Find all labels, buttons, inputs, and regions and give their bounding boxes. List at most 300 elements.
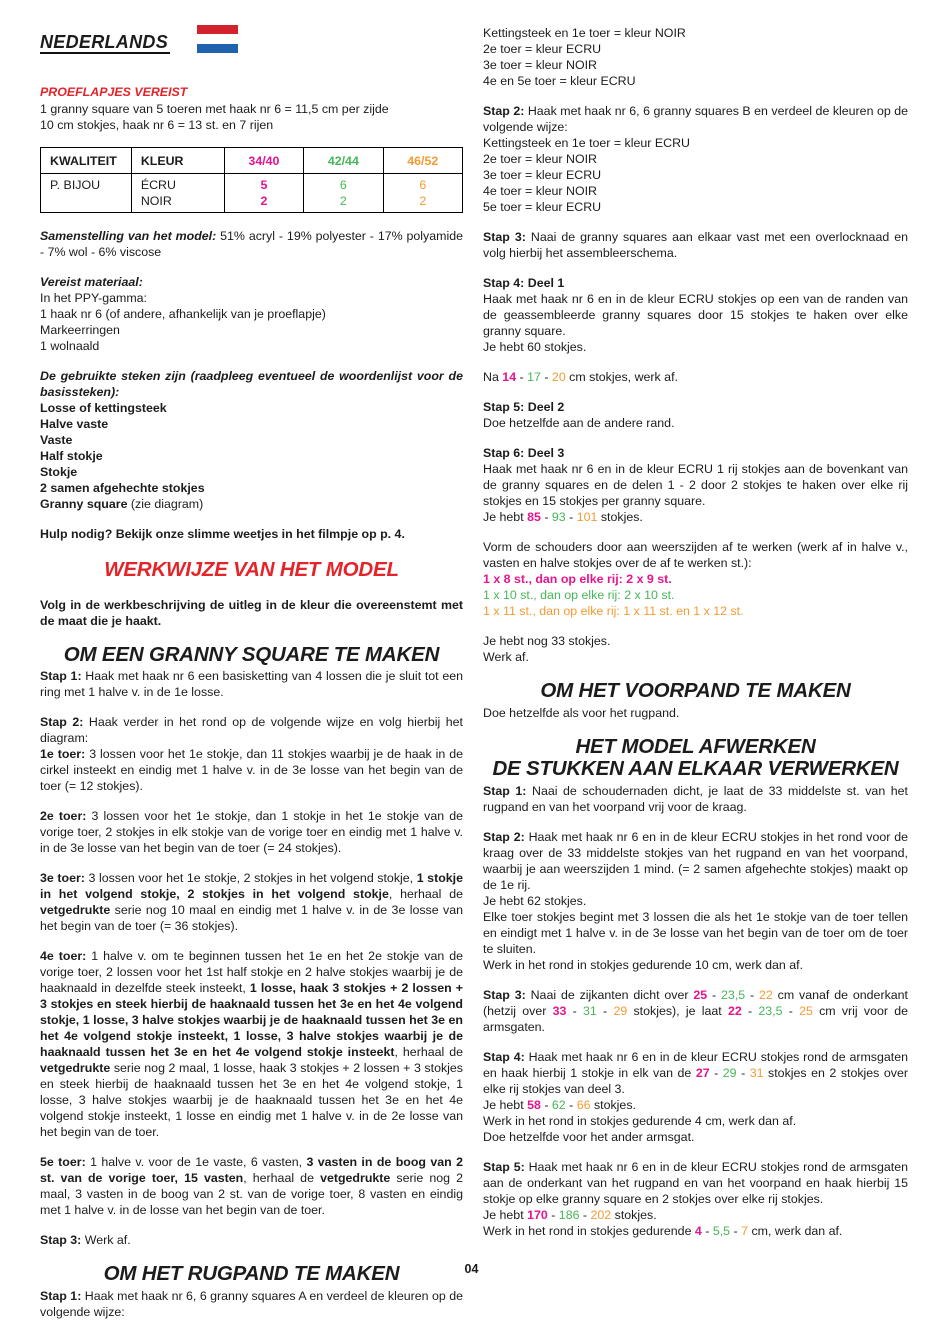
text-segment: WERKWIJZE VAN HET MODEL	[104, 558, 399, 581]
text-line	[40, 714, 463, 746]
text-line	[483, 987, 908, 1035]
text-line	[40, 228, 463, 260]
text-segment: 1 stokje in het volgend stokje, 2 stokjes in het volgend stokje	[40, 871, 463, 901]
text-segment: -	[596, 1003, 614, 1018]
text-segment: ÉCRU	[140, 178, 176, 192]
text-line	[483, 1223, 908, 1239]
text-segment: 1e toer:	[40, 747, 86, 761]
text-segment: -	[540, 370, 552, 384]
finish-step-2	[483, 829, 908, 973]
text-segment: KLEUR	[140, 153, 184, 168]
text-segment: 2 samen afgehechte stokjes	[40, 481, 205, 495]
squares-a-colors	[483, 25, 908, 89]
text-segment: 2e toer = kleur NOIR	[483, 152, 597, 166]
text-line	[483, 151, 908, 167]
finish-step-3	[483, 987, 908, 1035]
text-segment: Je hebt 62 stokjes.	[483, 893, 587, 908]
text-line	[40, 448, 463, 464]
text-segment: Markeerringen	[40, 323, 120, 337]
text-line	[483, 41, 908, 57]
shoulder-shaping	[483, 539, 908, 619]
remaining-stitches	[483, 633, 908, 665]
size-colored-text: 31	[749, 1065, 764, 1080]
text-line	[483, 633, 908, 649]
rugpand-step-6	[483, 445, 908, 525]
size-colored-text: 4	[694, 1223, 702, 1238]
text-line	[483, 291, 908, 339]
size-colored-text: 58	[527, 1097, 541, 1112]
text-line	[40, 480, 463, 496]
yarn-table-header	[41, 148, 132, 174]
size-colored-text: 42/44	[327, 153, 359, 168]
text-line	[141, 193, 215, 209]
text-segment: Stap 4: Deel 1	[483, 276, 565, 290]
text-line	[483, 167, 908, 183]
size-colored-text: 85	[527, 510, 541, 524]
text-segment: 4e toer:	[40, 949, 87, 963]
text-line	[483, 1113, 908, 1129]
text-segment: 1 granny square van 5 toeren met haak nr 6 = 11,5 cm per zijde	[40, 102, 389, 116]
size-colored-text: 1 x 10 st., dan op elke rij: 2 x 10 st.	[483, 588, 675, 602]
text-segment: Kettingsteek en 1e toer = kleur NOIR	[483, 26, 686, 40]
yarn-table-header	[304, 148, 383, 174]
size-colored-text: 22	[727, 1003, 742, 1018]
text-segment: Stap 1:	[40, 669, 82, 683]
text-segment: Haak met haak nr 6 en in de kleur ECRU stokjes rond de armsgaten aan de onderkant van het rugpand en van het voorpand en haak hierbij 15 stokje op elke granny square en 2 stokjes over elke rij stokjes.	[483, 1159, 908, 1206]
size-colored-text: 66	[576, 1097, 591, 1112]
text-segment: cm stokjes, werk af.	[565, 370, 678, 384]
text-line	[40, 290, 463, 306]
text-segment: serie nog 10 maal en eindig met 1 halve v. in de 3e losse van het begin van de toer (= 36 stokjes).	[40, 903, 463, 933]
text-segment: Je hebt 60 stokjes.	[483, 340, 587, 354]
text-segment: HET MODEL AFWERKEN	[575, 734, 816, 758]
text-segment: Je hebt	[483, 1207, 528, 1222]
text-segment: -	[736, 1065, 750, 1080]
size-colored-text: 6	[339, 178, 347, 192]
text-segment: Doe hetzelfde voor het ander armsgat.	[483, 1129, 695, 1144]
stitches-list	[40, 368, 463, 512]
text-line	[483, 183, 908, 199]
text-line	[483, 399, 908, 415]
text-line	[313, 193, 373, 209]
flag-red-stripe	[197, 25, 238, 34]
text-line	[483, 909, 908, 957]
text-segment: stokjes.	[597, 510, 643, 524]
size-colored-text: 101	[576, 510, 598, 524]
text-line	[483, 893, 908, 909]
text-line	[40, 1288, 463, 1320]
flag-blue-stripe	[197, 44, 238, 53]
text-segment: Stap 3:	[483, 987, 526, 1002]
text-line	[40, 432, 463, 448]
text-segment: Vaste	[40, 433, 73, 447]
text-line	[40, 496, 463, 512]
text-line	[483, 445, 908, 461]
text-line	[483, 758, 908, 781]
text-segment: Werk af.	[483, 650, 529, 664]
text-line	[483, 587, 908, 603]
text-segment: vetgedrukte	[320, 1171, 391, 1185]
finish-step-5	[483, 1159, 908, 1239]
text-segment: cm vrij voor de armsgaten.	[483, 1003, 909, 1034]
text-line	[483, 57, 908, 73]
text-line	[483, 649, 908, 665]
text-segment: stokjes en 2 stokjes over elke rij stokjes van deel 3.	[483, 1065, 908, 1096]
section-heading-granny-square	[40, 644, 463, 667]
text-line	[483, 1207, 908, 1223]
text-line	[483, 571, 908, 587]
text-segment: 3 lossen voor het 1e stokje, 2 stokjes in het volgend stokje,	[84, 871, 417, 885]
yarn-table-cell	[383, 174, 462, 213]
text-segment: 1 wolnaald	[40, 339, 100, 353]
text-segment: Naai de schoudernaden dicht, je laat de 33 middelste st. van het rugpand en van het voorpand vrij voor de kraag.	[483, 783, 908, 814]
text-line	[483, 25, 908, 41]
text-segment: NOIR	[140, 194, 172, 208]
text-line	[483, 1159, 908, 1207]
text-segment: Halve vaste	[40, 417, 109, 431]
text-line	[40, 306, 463, 322]
size-color-note	[40, 597, 463, 629]
size-colored-text: 14	[502, 370, 517, 384]
text-line	[40, 464, 463, 480]
rugpand-step-3	[483, 229, 908, 261]
rugpand-step-4	[483, 275, 908, 355]
text-line	[50, 177, 122, 193]
text-line	[313, 177, 373, 193]
size-colored-text: 22	[759, 987, 773, 1002]
text-line	[40, 101, 463, 117]
text-segment: Stokje	[40, 465, 78, 479]
text-segment: Stap 1:	[483, 783, 527, 798]
text-segment: serie nog 2 maal, 1 losse, haak 3 stokjes + 2 lossen + 3 stokjes en steek hierbij de haaknaald tussen het 3e en het 4e volgend stokje, 1 losse, 3 halve stokjes waarbij je de haaknaald tussen het 3e en het 4e volgend stokje insteekt, 1 losse en eindig met 1 halve v. in de 2e losse van het begin van de toer.	[40, 1061, 463, 1139]
rugpand-step-2	[483, 103, 908, 215]
size-colored-text: 5,5	[712, 1223, 731, 1238]
text-segment: 3 vasten in de boog van 2 st. van de vorige toer, 15 vasten	[40, 1155, 463, 1185]
text-segment: 2e toer:	[40, 809, 87, 823]
text-segment: Haak met haak nr 6, 6 granny squares B en verdeel de kleuren op de volgende wijze:	[483, 104, 908, 134]
finish-step-1	[483, 783, 908, 815]
text-segment: 4e toer = kleur NOIR	[483, 184, 597, 198]
text-segment: 10 cm stokjes, haak nr 6 = 13 st. en 7 rijen	[40, 118, 274, 132]
text-segment: Stap 2:	[483, 104, 525, 118]
text-segment: stokjes.	[590, 1097, 636, 1112]
size-colored-text: 2	[419, 194, 427, 208]
text-segment: P. BIJOU	[50, 178, 101, 192]
text-segment: Haak met haak nr 6 en in de kleur ECRU stokjes op een van de randen van de geassembleerde granny squares door 15 stokjes te haken over elke granny square.	[483, 292, 908, 338]
text-segment: -	[701, 1223, 713, 1238]
text-segment: cm, werk dan af.	[748, 1223, 843, 1238]
text-line	[40, 338, 463, 354]
text-line	[234, 177, 294, 193]
text-segment: OM HET RUGPAND TE MAKEN	[103, 1262, 400, 1285]
section-heading-voorpand	[483, 680, 908, 703]
text-segment: -	[782, 1003, 800, 1018]
text-line	[483, 705, 908, 721]
text-segment: Haak met haak nr 6 een basisketting van 4 lossen die je sluit tot een ring met 1 halve v. in de 1e losse.	[40, 669, 463, 699]
text-segment: -	[516, 370, 528, 384]
text-segment: Vorm de schouders door aan weerszijden af te werken (werk af in halve v., vasten en halve stokjes over de af te werken st.):	[483, 540, 908, 570]
text-line	[483, 539, 908, 571]
masthead	[40, 25, 463, 69]
text-line	[40, 870, 463, 934]
text-segment: Doe hetzelfde aan de andere rand.	[483, 416, 675, 430]
size-colored-text: 46/52	[407, 153, 439, 168]
text-segment: Kettingsteek en 1e toer = kleur ECRU	[483, 136, 690, 150]
text-segment: , herhaal de	[243, 1171, 321, 1185]
right-column	[483, 25, 908, 1253]
text-line	[40, 400, 463, 416]
composition	[40, 228, 463, 260]
size-colored-text: 29	[722, 1065, 737, 1080]
granny-round-3	[40, 870, 463, 934]
text-segment: serie nog 2 maal, 3 vasten in de boog van 2 st. van de vorige toer, 8 vasten en eindig met 1 halve v. in de losse van het begin van de toer.	[40, 1171, 464, 1217]
text-line	[483, 135, 908, 151]
text-segment: Haak met haak nr 6 en in de kleur ECRU 1 rij stokjes aan de bovenkant van de granny squares en de delen 1 - 2 door 2 stokjes te haken over elke rij stokjes en 15 stokjes per granny square.	[483, 462, 908, 508]
text-segment: Stap 2:	[483, 829, 525, 844]
text-line	[40, 1232, 463, 1248]
size-colored-text: 5	[260, 178, 268, 192]
text-segment: Stap 3:	[40, 1233, 82, 1247]
text-segment: Stap 5:	[483, 1159, 525, 1174]
size-colored-text: 1 x 8 st., dan op elke rij: 2 x 9 st.	[483, 572, 672, 586]
left-column	[40, 25, 463, 1334]
text-line	[483, 680, 908, 703]
text-line	[483, 603, 908, 619]
text-segment: Je hebt nog 33 stokjes.	[483, 634, 611, 648]
size-colored-text: 27	[695, 1065, 710, 1080]
text-line	[40, 368, 463, 400]
size-colored-text: 6	[419, 178, 427, 192]
text-segment: DE STUKKEN AAN ELKAAR VERWERKEN	[492, 757, 899, 780]
text-line	[483, 1097, 908, 1113]
text-line	[483, 783, 908, 815]
text-line	[483, 1129, 908, 1145]
text-segment: OM EEN GRANNY SQUARE TE MAKEN	[63, 642, 440, 666]
text-segment: -	[741, 1003, 759, 1018]
text-line	[483, 736, 908, 759]
text-line	[483, 369, 908, 385]
text-line	[483, 275, 908, 291]
text-segment: Hulp nodig? Bekijk onze slimme weetjes in het filmpje op p. 4.	[40, 527, 405, 541]
text-line	[393, 177, 453, 193]
granny-step-3	[40, 1232, 463, 1248]
text-segment: 51% acryl - 19% polyester - 17% polyamide - 7% wol - 6% viscose	[40, 229, 463, 259]
text-line	[483, 199, 908, 215]
text-segment: Granny square	[40, 497, 128, 511]
finish-step-4	[483, 1049, 908, 1145]
text-segment: 5e toer = kleur ECRU	[483, 200, 602, 214]
text-segment: Losse of kettingsteek	[40, 401, 167, 415]
text-segment: -	[566, 1003, 584, 1018]
language-title: NEDERLANDS	[40, 32, 169, 52]
text-segment: Naai de granny squares aan elkaar vast met een overlocknaad en volg hierbij het assembleerschema.	[483, 230, 909, 260]
text-segment: -	[730, 1223, 742, 1238]
text-segment: stokjes.	[611, 1207, 657, 1222]
text-segment: stokjes), je laat	[627, 1003, 728, 1018]
text-segment: Stap 5: Deel 2	[483, 400, 565, 414]
text-segment: Haak verder in het rond op de volgende wijze en volg hierbij het diagram:	[40, 715, 463, 745]
text-segment: PROEFLAPJES VEREIST	[40, 85, 188, 99]
text-line	[40, 668, 463, 700]
text-segment: Je hebt	[483, 510, 528, 524]
text-line	[483, 509, 908, 525]
text-segment: vetgedrukte	[40, 1061, 111, 1075]
text-segment: In het PPY-gamma:	[40, 291, 147, 305]
text-line	[393, 193, 453, 209]
text-segment: OM HET VOORPAND TE MAKEN	[540, 679, 851, 702]
text-segment: Haak met haak nr 6 en in de kleur ECRU stokjes in het rond voor de kraag over de 33 middelste stokjes van het rugpand en van het voorpand, waarbij je aan weerszijden 1 mind. (= 2 samen afgehechte stokjes) maakt op de 1e rij.	[483, 829, 909, 892]
materials	[40, 274, 463, 354]
size-colored-text: 20	[551, 370, 566, 384]
text-segment: 3e toer = kleur NOIR	[483, 58, 597, 72]
text-segment: Stap 3:	[483, 230, 526, 244]
text-segment: Haak met haak nr 6 en in de kleur ECRU stokjes rond de armsgaten en haak hierbij 1 stokje in elk van de	[483, 1049, 908, 1080]
size-colored-text: 31	[583, 1003, 597, 1018]
size-colored-text: 23,5	[758, 1003, 783, 1018]
size-colored-text: 1 x 11 st., dan op elke rij: 1 x 11 st. en 1 x 12 st.	[483, 604, 744, 618]
yarn-table-header	[224, 148, 303, 174]
text-segment: -	[707, 987, 722, 1002]
size-colored-text: 62	[551, 1097, 566, 1112]
netherlands-flag-icon	[197, 25, 238, 53]
yarn-table-cell	[41, 174, 132, 213]
text-line	[483, 103, 908, 135]
text-line	[483, 461, 908, 509]
text-line	[40, 644, 463, 667]
granny-step-1	[40, 668, 463, 700]
text-segment: 1 haak nr 6 (of andere, afhankelijk van je proeflapje)	[40, 307, 326, 321]
text-line	[483, 415, 908, 431]
text-segment: Naai de zijkanten dicht over	[525, 987, 694, 1002]
text-line	[40, 322, 463, 338]
granny-round-2	[40, 808, 463, 856]
text-segment: vetgedrukte	[40, 903, 111, 917]
text-segment: , herhaal de	[394, 1045, 463, 1059]
text-line	[40, 1154, 463, 1218]
size-colored-text: 33	[552, 1003, 567, 1018]
yarn-table-cell	[304, 174, 383, 213]
text-line	[234, 193, 294, 209]
text-line	[40, 746, 463, 794]
rugpand-step-5	[483, 399, 908, 431]
text-segment: 3e toer:	[40, 871, 85, 885]
text-segment: -	[565, 510, 577, 524]
text-segment: 1 halve v. voor de 1e vaste, 6 vasten,	[85, 1155, 307, 1169]
text-segment: -	[540, 510, 552, 524]
text-segment: KWALITEIT	[50, 153, 117, 168]
granny-round-5	[40, 1154, 463, 1218]
text-segment: Na	[483, 370, 503, 384]
yarn-table-cell	[131, 174, 224, 213]
size-colored-text: 202	[590, 1207, 612, 1222]
text-line	[40, 597, 463, 629]
text-segment: 3 lossen voor het 1e stokje, dan 11 stokjes waarbij je de haak in de cirkel insteekt en eindig met 1 halve v. in de 3e losse van het begin van de toer (= 12 stokjes).	[40, 747, 464, 793]
page-number: 04	[464, 1262, 479, 1276]
text-segment: -	[709, 1065, 723, 1080]
gauge-note	[40, 101, 463, 133]
size-colored-text: 2	[260, 194, 268, 208]
text-segment: 1 halve v. om te beginnen tussen het 1e en het 2e stokje van de vorige toer, 2 lossen voor het 1st half stokje en 2 halve stokjes waarbij je de haaknaald in dezelfde steek insteekt,	[40, 949, 463, 995]
text-segment: , herhaal de	[388, 887, 463, 901]
text-segment: Volg in de werkbeschrijving de uitleg in de kleur die overeenstemt met de maat die je haakt.	[40, 597, 463, 628]
text-segment: Werk in het rond in stokjes gedurende 4 cm, werk dan af.	[483, 1113, 797, 1128]
text-segment: Stap 4:	[483, 1049, 525, 1064]
size-colored-text: 93	[551, 510, 566, 524]
text-line	[40, 526, 463, 542]
yarn-table-cell	[224, 174, 303, 213]
text-line	[483, 73, 908, 89]
yarn-table-row	[41, 174, 463, 213]
text-segment: Elke toer stokjes begint met 3 lossen die als het 1e stokje van de toer tellen en eindigt met 1 halve v. in de 3e losse van het begin van de toer om de toer te sluiten.	[483, 909, 908, 956]
yarn-table	[40, 147, 463, 213]
voorpand-note	[483, 705, 908, 721]
text-segment: Stap 2:	[40, 715, 84, 729]
text-line	[40, 416, 463, 432]
text-segment: Stap 1:	[40, 1288, 82, 1303]
size-colored-text: 7	[741, 1223, 748, 1238]
granny-round-4	[40, 948, 463, 1140]
text-line	[40, 84, 463, 100]
yarn-table-header	[383, 148, 462, 174]
text-segment: Doe hetzelfde als voor het rugpand.	[483, 705, 680, 720]
text-segment: -	[579, 1207, 591, 1222]
text-segment: Werk in het rond in stokjes gedurende	[483, 1223, 695, 1238]
size-colored-text: 17	[527, 370, 541, 384]
text-line	[40, 117, 463, 133]
help-note	[40, 526, 463, 542]
text-segment: cm vanaf de onderkant (hetzij over	[483, 987, 908, 1018]
length-note	[483, 369, 908, 385]
size-colored-text: 25	[799, 1003, 813, 1018]
text-segment: -	[565, 1097, 577, 1112]
text-segment: -	[547, 1207, 559, 1222]
granny-step-2-round-1	[40, 714, 463, 794]
size-colored-text: 23,5	[721, 987, 746, 1002]
text-line	[483, 229, 908, 261]
text-segment: 5e toer:	[40, 1155, 86, 1169]
size-colored-text: 29	[613, 1003, 628, 1018]
text-segment: 2e toer = kleur ECRU	[483, 42, 602, 56]
size-colored-text: 2	[339, 194, 347, 208]
size-colored-text: 186	[558, 1207, 580, 1222]
text-segment: Werk af.	[81, 1233, 131, 1247]
text-line	[483, 1049, 908, 1097]
text-line	[40, 559, 463, 582]
text-segment: 4e en 5e toer = kleur ECRU	[483, 74, 636, 88]
text-segment: De gebruikte steken zijn (raadpleeg eventueel de woordenlijst voor de basissteken):	[40, 369, 463, 399]
text-segment: Vereist materiaal:	[40, 275, 143, 289]
text-segment: Samenstelling van het model:	[40, 229, 217, 243]
text-segment: Stap 6: Deel 3	[483, 446, 565, 460]
flag-white-stripe	[197, 34, 238, 43]
text-segment: Haak met haak nr 6, 6 granny squares A en verdeel de kleuren op de volgende wijze:	[40, 1288, 463, 1319]
text-segment: (zie diagram)	[127, 497, 204, 511]
section-heading-afwerken	[483, 736, 908, 781]
text-line	[483, 339, 908, 355]
size-colored-text: 170	[527, 1207, 548, 1222]
text-segment: -	[745, 987, 760, 1002]
gauge-title	[40, 84, 463, 100]
text-segment: 3 lossen voor het 1e stokje, dan 1 stokje in het 1e stokje van de vorige toer, 2 stokjes in elk stokje van de vorige toer en eindig met 1 halve v. in de 3e losse van het begin van de toer (= 24 stokjes).	[40, 809, 463, 855]
text-line	[40, 948, 463, 1140]
text-segment: -	[540, 1097, 552, 1112]
text-line	[483, 957, 908, 973]
yarn-table-header	[131, 148, 224, 174]
text-segment: 1 losse, haak 3 stokjes + 2 lossen + 3 stokjes en steek hierbij de haaknaald tussen het 3e en het 4e volgend stokje, 1 losse, 3 halve stokjes waarbij je de haaknaald tussen het 3e en het 4e volgend stokje insteekt, 1 losse, 3 halve stokjes waarbij je de haaknaald tussen het 3e en het 4e volgend stokje insteekt	[40, 981, 463, 1059]
text-segment: Half stokje	[40, 449, 103, 463]
text-segment: 3e toer = kleur ECRU	[483, 168, 602, 182]
text-segment: Je hebt	[483, 1097, 528, 1112]
